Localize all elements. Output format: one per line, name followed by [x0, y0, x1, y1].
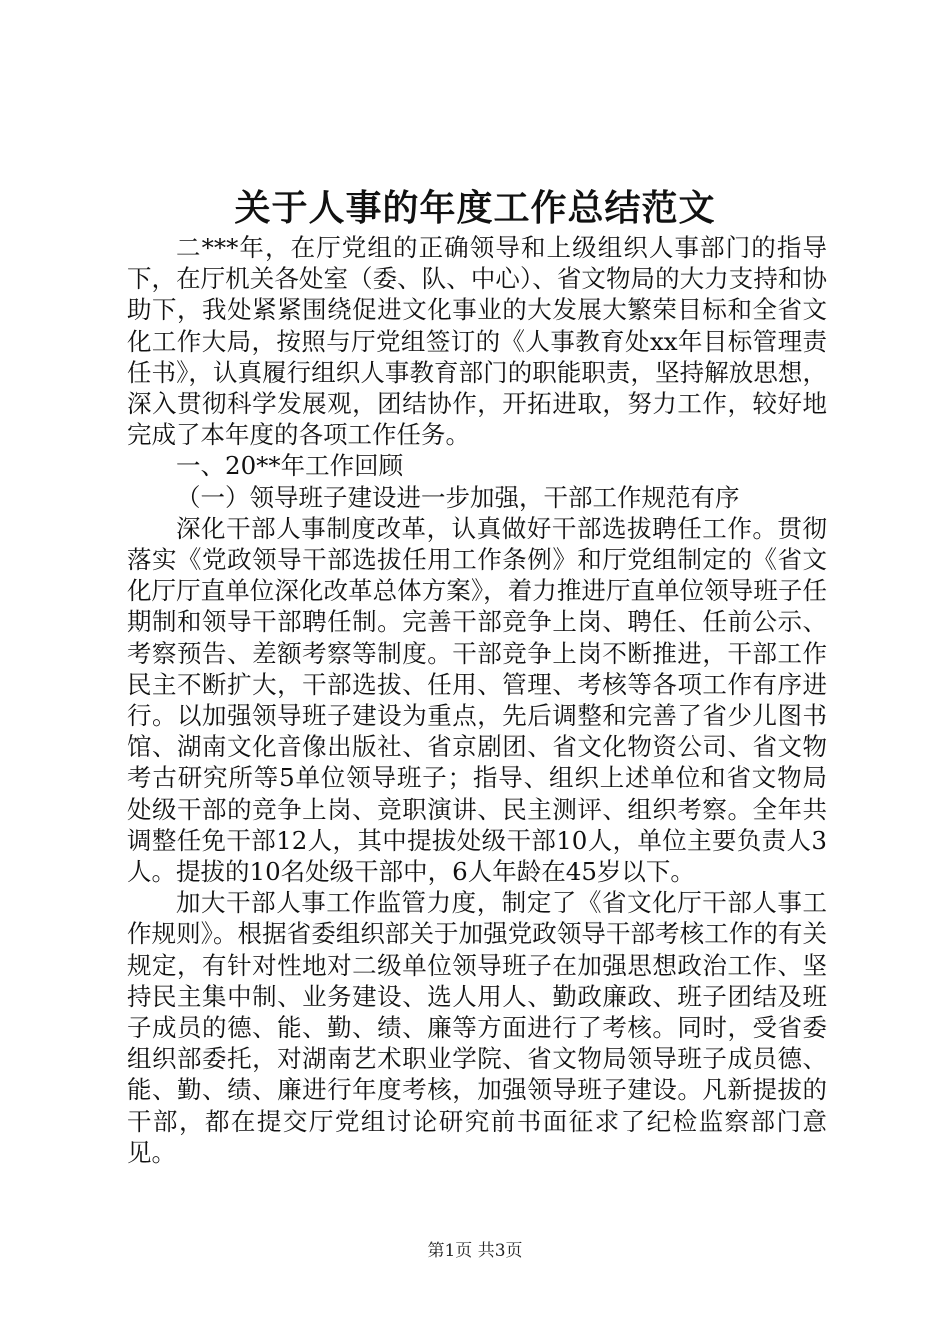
- page-number-footer: 第1页 共3页: [427, 1241, 523, 1261]
- section-heading: 一、20**年工作回顾: [176, 451, 404, 481]
- body-paragraph: 深化干部人事制度改革，认真做好干部选拔聘任工作。贯彻落实《党政领导干部选拔任用工作条例》和厅党组制定的《省文化厅厅直单位深化改革总体方案》，着力推进厅直单位领导班子任期制和领导干部聘任制。完善干部竞争上岗、聘任、任前公示、考察预告、差额考察等制度。干部竞争上岗不断推进，干部工作民主不断扩大，干部选拔、任用、管理、考核等各项工作有序进行。以加强领导班子建设为重点，先后调整和完善了省少儿图书馆、湖南文化音像出版社、省京剧团、省文化物资公司、省文物考古研究所等5单位领导班子；指导、组织上述单位和省文物局处级干部的竞争上岗、竞职演讲、民主测评、组织考察。全年共调整任免干部12人，其中提拔处级干部10人，单位主要负责人3人。提拔的10名处级干部中，6人年龄在45岁以下。: [127, 513, 827, 887]
- body-paragraph: 加大干部人事工作监管力度，制定了《省文化厅干部人事工作规则》。根据省委组织部关于加强党政领导干部考核工作的有关规定，有针对性地对二级单位领导班子在加强思想政治工作、坚持民主集中制、业务建设、选人用人、勤政廉政、班子团结及班子成员的德、能、勤、绩、廉等方面进行了考核。同时，受省委组织部委托，对湖南艺术职业学院、省文物局领导班子成员德、能、勤、绩、廉进行年度考核，加强领导班子建设。凡新提拔的干部，都在提交厅党组讨论研究前书面征求了纪检监察部门意见。: [127, 888, 827, 1167]
- document-body: [127, 232, 827, 1168]
- intro-paragraph: 二***年，在厅党组的正确领导和上级组织人事部门的指导下，在厅机关各处室（委、队、中心）、省文物局的大力支持和协助下，我处紧紧围绕促进文化事业的大发展大繁荣目标和全省文化工作大局，按照与厅党组签订的《人事教育处xx年目标管理责任书》，认真履行组织人事教育部门的职能职责，坚持解放思想，深入贯彻科学发展观，团结协作，开拓进取，努力工作，较好地完成了本年度的各项工作任务。: [127, 233, 827, 450]
- subsection-heading: （一）领导班子建设进一步加强，干部工作规范有序: [176, 482, 740, 512]
- document-title: 关于人事的年度工作总结范文: [234, 187, 716, 229]
